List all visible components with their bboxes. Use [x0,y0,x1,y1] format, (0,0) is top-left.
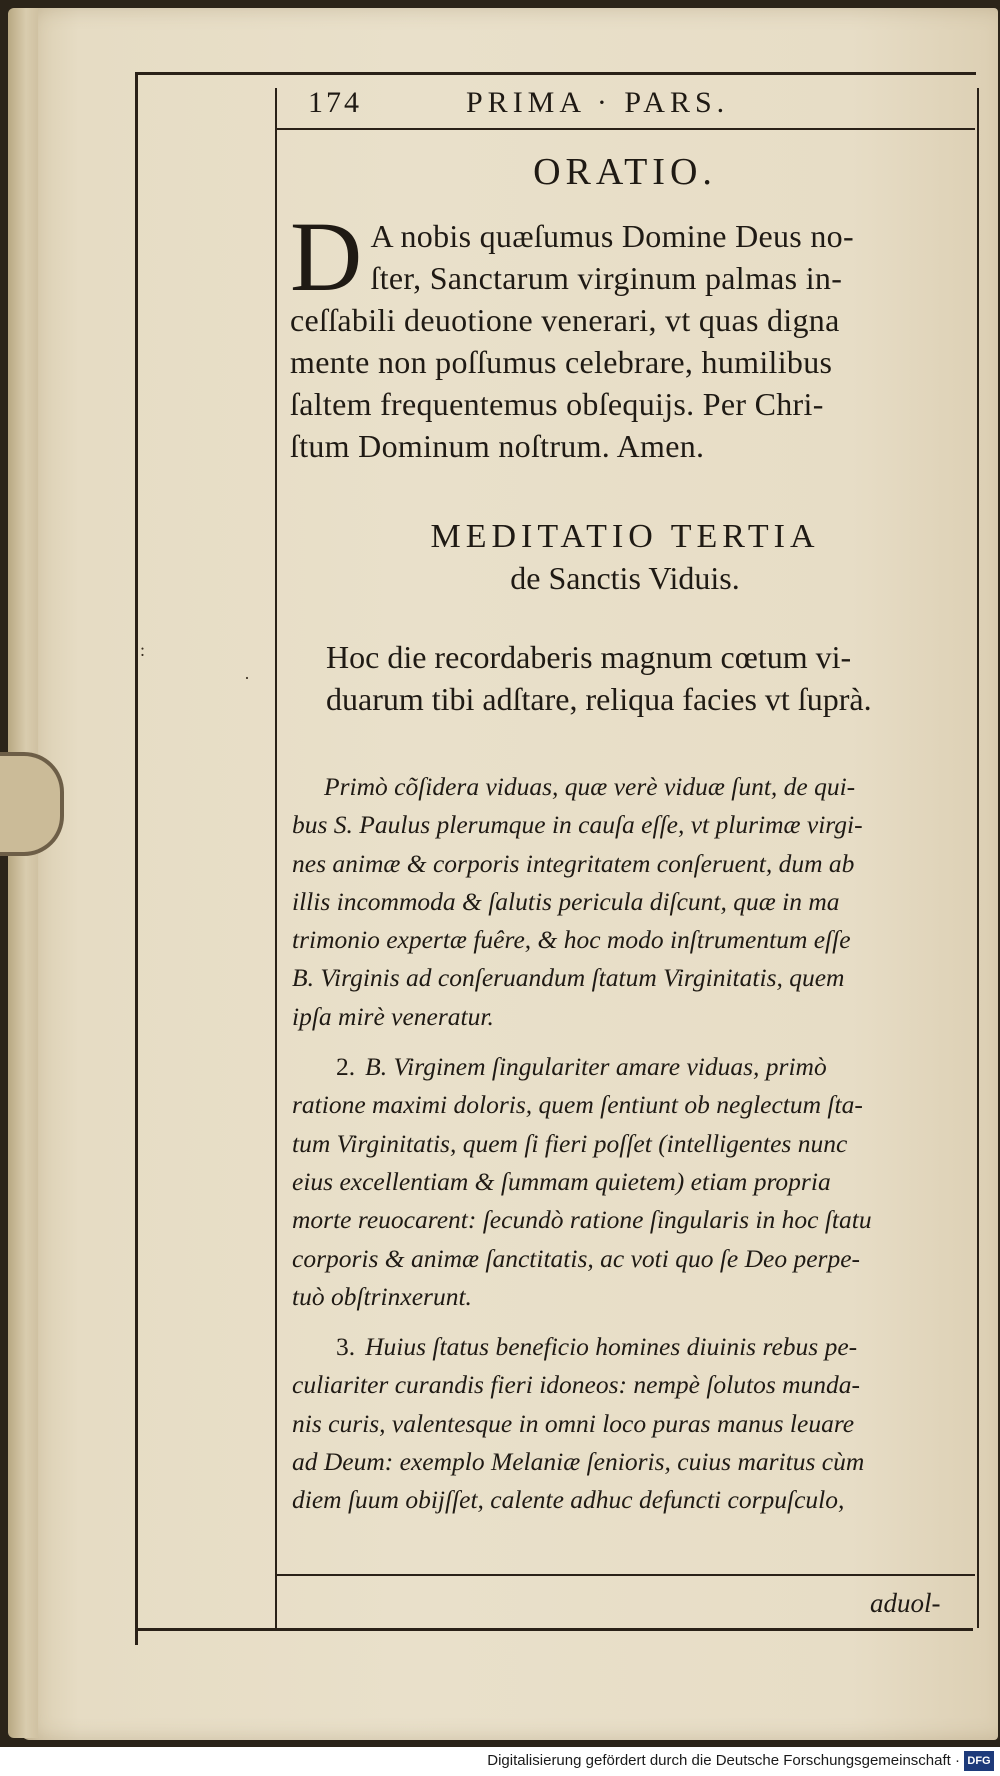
digitization-footer [0,1747,1000,1776]
paragraph-3 [292,1328,960,1519]
text-line: morte reuocarent: ſecundò ratione ſingularis in hoc ſtatu [292,1205,872,1235]
paragraph-2-text [292,1052,872,1311]
text-line: ipſa mirè veneratur. [292,1001,494,1031]
oratio-line: ceſſabili deuotione venerari, vt quas digna [290,302,840,338]
oratio-heading: ORATIO. [533,151,717,193]
paragraph-number: 2. [336,1052,356,1082]
oratio-line: ſter, Sanctarum virginum palmas in- [370,260,843,296]
page-header [300,86,950,126]
text-line: culiariter curandis fieri idoneos: nempè ſolutos munda- [292,1370,861,1400]
oratio-text [290,201,962,467]
paragraph-1 [292,768,960,1036]
oratio-lines [290,201,962,467]
paragraph-2 [292,1048,960,1316]
drop-cap: D [290,201,363,312]
intro-line: duarum tibi adſtare, reliqua facies vt ſuprà. [326,681,872,717]
meditatio-intro [326,636,960,720]
catchword: aduol- [870,1588,941,1618]
running-title: PRIMA · PARS. [466,86,730,119]
text-line: ratione maximi doloris, quem ſentiunt ob neglectum ſta- [292,1090,863,1120]
oratio-line: A nobis quæſumus Domine Deus no- [370,218,854,254]
text-line: trimonio expertæ fuêre, & hoc modo inſtrumentum eſſe [292,925,851,955]
book-clasp [0,752,64,856]
margin-mark: : [140,640,146,660]
text-line: eius excellentiam & ſummam quietem) etiam propria [292,1166,831,1196]
oratio-line: ſaltem frequentemus obſequijs. Per Chri- [290,386,824,422]
text-line: B. Virginis ad conſeruandum ſtatum Virginitatis, quem [292,963,845,993]
header-rule [275,128,975,130]
paragraph-3-text [292,1332,864,1514]
text-line: diem ſuum obijſſet, calente adhuc defuncti corpuſculo, [292,1485,845,1515]
intro-line: Hoc die recordaberis magnum cœtum vi- [326,639,852,675]
frame-bottom-rule [135,1628,973,1631]
oratio-line: ſtum Dominum noſtrum. Amen. [290,428,705,464]
text-line: ad Deum: exemplo Melaniæ ſenioris, cuius maritus cùm [292,1447,865,1477]
dfg-logo: DFG [964,1751,994,1771]
text-line: B. Virginem ſingulariter amare viduas, primò [365,1052,827,1082]
text-line: bus S. Paulus plerumque in cauſa eſſe, vt plurimæ virgi- [292,810,863,840]
margin-mark: · [244,668,250,688]
oratio-line: mente non poſſumus celebrare, humilibus [290,344,833,380]
meditatio-subheading: de Sanctis Viduis. [510,560,740,596]
text-line: tuò obſtrinxerunt. [292,1281,472,1311]
text-line: Primò cõſidera viduas, quæ verè viduæ ſunt, de qui- [324,772,856,801]
page-number: 174 [308,86,362,119]
text-line: Huius ſtatus beneficio homines diuinis rebus pe- [365,1332,858,1362]
paragraph-number: 3. [336,1332,356,1362]
text-line: nis curis, valentesque in omni loco puras manus leuare [292,1408,855,1438]
page-edge [8,8,38,1738]
footer-credit: Digitalisierung gefördert durch die Deutsche Forschungsgemeinschaft · [487,1752,960,1769]
text-bottom-rule [275,1574,975,1576]
text-line: nes animæ & corporis integritatem conſeruent, dum ab [292,848,855,878]
text-line: tum Virginitatis, quem ſi fieri poſſet (intelligentes nunc [292,1128,848,1158]
meditatio-body [292,768,960,1532]
text-line: corporis & animæ ſanctitatis, ac voti quo ſe Deo perpe- [292,1243,861,1273]
text-line: illis incommoda & ſalutis pericula diſcunt, quæ in ma [292,886,840,916]
meditatio-heading: MEDITATIO TERTIA [430,518,820,555]
